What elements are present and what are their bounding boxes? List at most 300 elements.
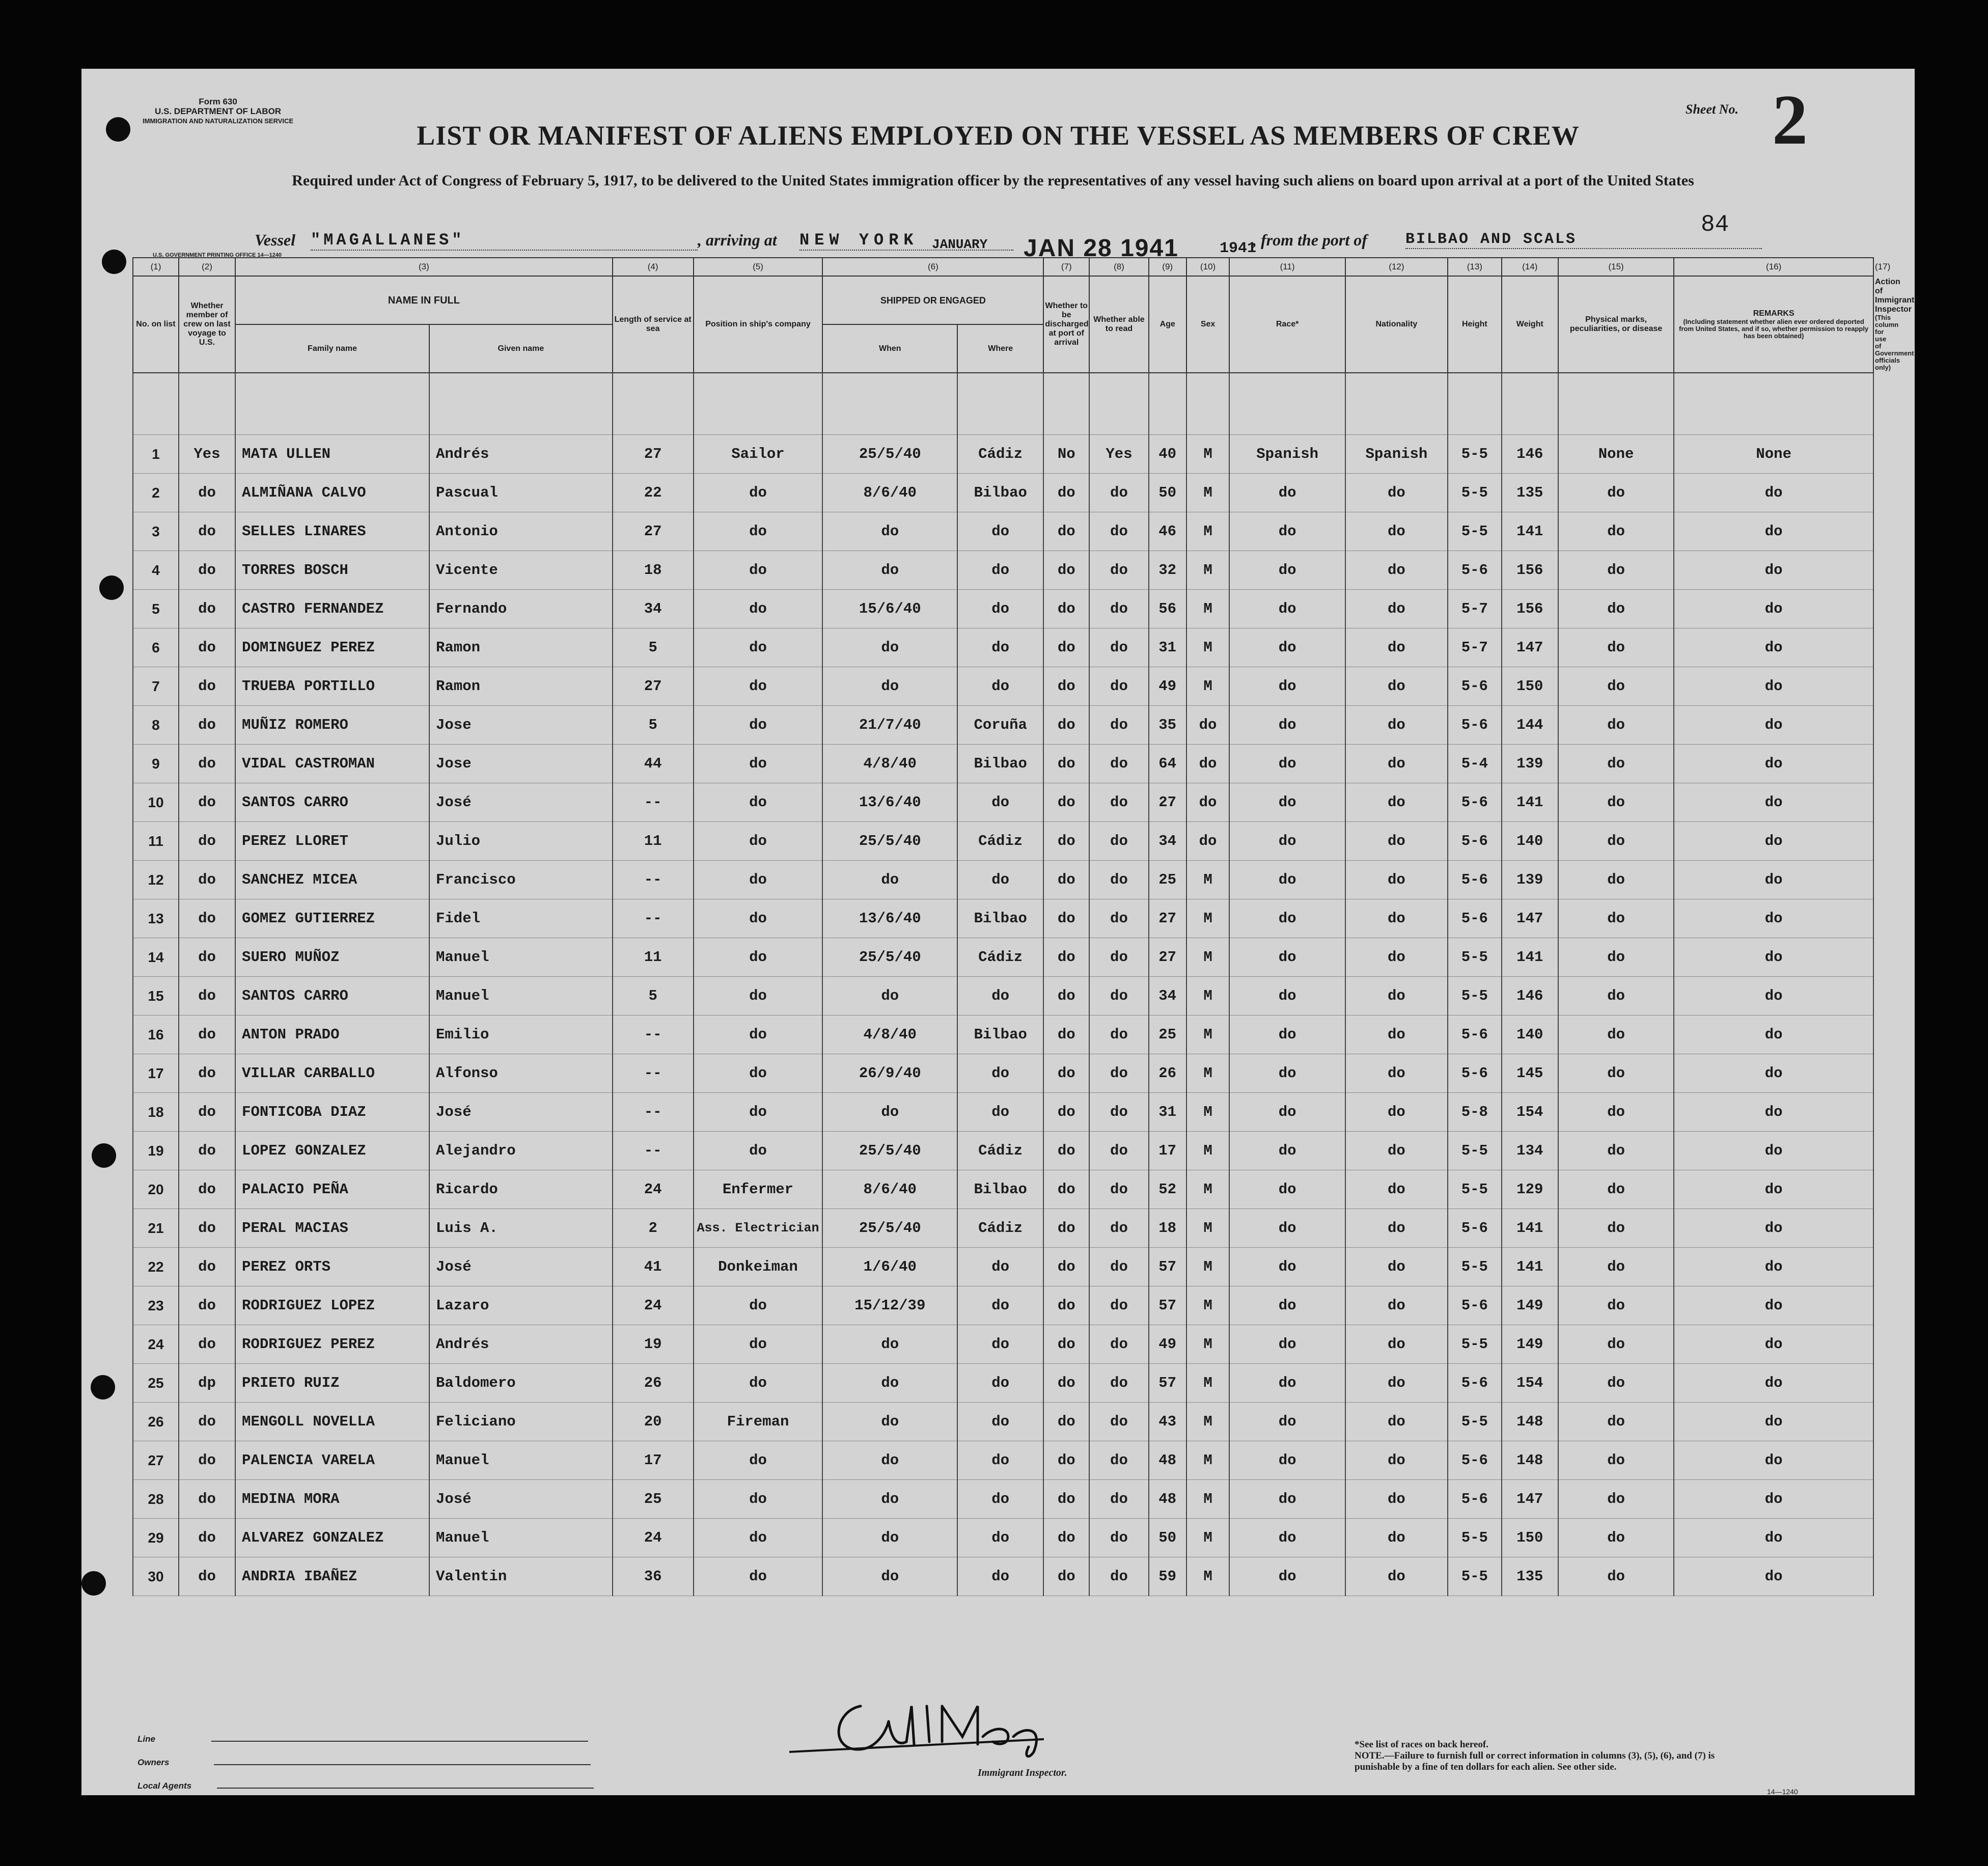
cell-weight: 144 — [1502, 706, 1558, 745]
cell-position: do — [694, 938, 823, 977]
cell-disch: do — [1043, 1441, 1089, 1480]
cell-sex: M — [1186, 899, 1230, 938]
cell-where: do — [957, 1441, 1043, 1480]
cell-remarks: do — [1674, 1093, 1873, 1132]
cell-marks: do — [1558, 667, 1674, 706]
cell-family: MEDINA MORA — [235, 1480, 429, 1519]
cell-marks: do — [1558, 1093, 1674, 1132]
cell-sex: M — [1186, 628, 1230, 667]
header-age: Age — [1149, 276, 1186, 373]
agents-blank — [217, 1788, 594, 1789]
crew-row — [133, 435, 1873, 474]
cell-position: do — [694, 977, 823, 1016]
cell-race: do — [1229, 1519, 1345, 1557]
cell-position: do — [694, 1286, 823, 1325]
cell-age: 27 — [1149, 899, 1186, 938]
cell-given: Alfonso — [429, 1054, 613, 1093]
cell-weight: 147 — [1502, 1480, 1558, 1519]
cell-age: 64 — [1149, 745, 1186, 783]
crew-row — [133, 745, 1873, 783]
cell-sex: M — [1186, 1132, 1230, 1170]
cell-when: 4/8/40 — [822, 1016, 957, 1054]
cell-nat: do — [1345, 1441, 1448, 1480]
header-nationality: Nationality — [1345, 276, 1448, 373]
cell-crew: do — [179, 1557, 235, 1596]
cell-race: do — [1229, 1557, 1345, 1596]
cell-marks: None — [1558, 435, 1674, 474]
cell-service: 25 — [613, 1480, 694, 1519]
cell-remarks: do — [1674, 861, 1873, 899]
cell-given: Vicente — [429, 551, 613, 590]
cell-marks: do — [1558, 861, 1674, 899]
cell-age: 32 — [1149, 551, 1186, 590]
cell-service: 5 — [613, 706, 694, 745]
binder-hole — [99, 575, 124, 600]
cell-sex: M — [1186, 667, 1230, 706]
cell-marks: do — [1558, 551, 1674, 590]
cell-given: Julio — [429, 822, 613, 861]
cell-family: MUÑIZ ROMERO — [235, 706, 429, 745]
cell-given: Andrés — [429, 1325, 613, 1364]
cell-disch: do — [1043, 551, 1089, 590]
race-note: *See list of races on back hereof. — [1355, 1739, 1488, 1750]
cell-disch: do — [1043, 1480, 1089, 1519]
cell-no: 9 — [133, 745, 179, 783]
date-stamp: JAN 28 1941 — [1024, 235, 1179, 262]
cell-no: 26 — [133, 1403, 179, 1441]
cell-where: do — [957, 1480, 1043, 1519]
remarks-title: REMARKS — [1753, 309, 1794, 318]
cell-when: 15/6/40 — [822, 590, 957, 628]
cell-height: 5-5 — [1448, 1557, 1502, 1596]
cell-family: ALVAREZ GONZALEZ — [235, 1519, 429, 1557]
cell-no: 5 — [133, 590, 179, 628]
cell-race: do — [1229, 512, 1345, 551]
cell-read: do — [1089, 783, 1148, 822]
cell-height: 5-5 — [1448, 474, 1502, 512]
cell-given: Jose — [429, 745, 613, 783]
col-num-6: (6) — [822, 258, 1043, 276]
cell-read: do — [1089, 1170, 1148, 1209]
cell-sex: M — [1186, 861, 1230, 899]
cell-disch: do — [1043, 861, 1089, 899]
printing-office-note: U.S. GOVERNMENT PRINTING OFFICE 14—1240 — [153, 252, 282, 258]
cell-weight: 149 — [1502, 1286, 1558, 1325]
cell-race: do — [1229, 628, 1345, 667]
line-blank — [211, 1741, 588, 1742]
cell-disch: do — [1043, 667, 1089, 706]
header-position: Position in ship's company — [694, 276, 823, 373]
cell-read: Yes — [1089, 435, 1148, 474]
cell-weight: 141 — [1502, 1209, 1558, 1248]
cell-position: do — [694, 1441, 823, 1480]
cell-position: do — [694, 551, 823, 590]
crew-row — [133, 1054, 1873, 1093]
cell-service: -- — [613, 783, 694, 822]
cell-age: 34 — [1149, 822, 1186, 861]
cell-given: Andrés — [429, 435, 613, 474]
cell-height: 5-5 — [1448, 977, 1502, 1016]
cell-crew: do — [179, 745, 235, 783]
cell-remarks: do — [1674, 783, 1873, 822]
cell-family: MATA ULLEN — [235, 435, 429, 474]
cell-crew: do — [179, 667, 235, 706]
cell-given: Pascual — [429, 474, 613, 512]
cell-service: 41 — [613, 1248, 694, 1286]
cell-marks: do — [1558, 474, 1674, 512]
cell-height: 5-6 — [1448, 783, 1502, 822]
cell-weight: 147 — [1502, 899, 1558, 938]
cell-crew: do — [179, 1132, 235, 1170]
cell-weight: 140 — [1502, 822, 1558, 861]
cell-weight: 154 — [1502, 1093, 1558, 1132]
header-race: Race* — [1229, 276, 1345, 373]
cell-when: 8/6/40 — [822, 1170, 957, 1209]
cell-read: do — [1089, 861, 1148, 899]
cell-nat: do — [1345, 861, 1448, 899]
cell-where: do — [957, 1093, 1043, 1132]
cell-height: 5-6 — [1448, 706, 1502, 745]
cell-age: 57 — [1149, 1286, 1186, 1325]
cell-given: Ramon — [429, 667, 613, 706]
cell-race: do — [1229, 1209, 1345, 1248]
cell-no: 6 — [133, 628, 179, 667]
cell-height: 5-6 — [1448, 899, 1502, 938]
cell-no: 1 — [133, 435, 179, 474]
cell-marks: do — [1558, 1519, 1674, 1557]
crew-row — [133, 1403, 1873, 1441]
page-number: 84 — [1701, 211, 1729, 238]
col-num-4: (4) — [613, 258, 694, 276]
crew-rows — [133, 373, 1873, 1596]
header-remarks — [1674, 276, 1873, 373]
cell-age: 31 — [1149, 1093, 1186, 1132]
cell-age: 35 — [1149, 706, 1186, 745]
cell-read: do — [1089, 590, 1148, 628]
cell-race: do — [1229, 938, 1345, 977]
cell-no: 7 — [133, 667, 179, 706]
cell-position: Ass. Electrician — [694, 1209, 823, 1248]
cell-where: Cádiz — [957, 822, 1043, 861]
cell-nat: do — [1345, 745, 1448, 783]
cell-where: do — [957, 1248, 1043, 1286]
cell-crew: do — [179, 590, 235, 628]
cell-remarks: do — [1674, 1403, 1873, 1441]
cell-read: do — [1089, 938, 1148, 977]
cell-disch: do — [1043, 1132, 1089, 1170]
crew-row — [133, 1209, 1873, 1248]
cell-marks: do — [1558, 822, 1674, 861]
cell-service: 36 — [613, 1557, 694, 1596]
cell-read: do — [1089, 1441, 1148, 1480]
cell-no: 10 — [133, 783, 179, 822]
column-header-row: No. on list Whether member of crew on last voyage to U.S. NAME IN FULL Length of service at sea Position in ship's company SHIPPED OR ENGAGED Whether to be discharged at port of arrival Whether able to read Age Sex Race* Nationality Height Weight Physical marks, peculiarities, or disease REMARKS (Including statement whether alien ever ordered deported from United States, and if so, whether permission to reapply has been obtained) Action of Immigrant Inspector (This column for use of Government officials only) — [133, 276, 1873, 324]
cell-remarks: do — [1674, 1132, 1873, 1170]
col-num-9: (9) — [1149, 258, 1186, 276]
cell-disch: do — [1043, 1557, 1089, 1596]
cell-marks: do — [1558, 628, 1674, 667]
cell-remarks: do — [1674, 899, 1873, 938]
cell-crew: do — [179, 977, 235, 1016]
cell-height: 5-7 — [1448, 628, 1502, 667]
cell-read: do — [1089, 1209, 1148, 1248]
cell-nat: do — [1345, 706, 1448, 745]
cell-where: Bilbao — [957, 745, 1043, 783]
agents-label: Local Agents — [137, 1781, 192, 1791]
cell-when: 1/6/40 — [822, 1248, 957, 1286]
cell-nat: do — [1345, 628, 1448, 667]
document-title: LIST OR MANIFEST OF ALIENS EMPLOYED ON THE VESSEL AS MEMBERS OF CREW — [417, 120, 1580, 151]
cell-sex: M — [1186, 1480, 1230, 1519]
cell-marks: do — [1558, 745, 1674, 783]
cell-disch: do — [1043, 628, 1089, 667]
cell-no: 16 — [133, 1016, 179, 1054]
cell-when: do — [822, 1093, 957, 1132]
cell-remarks: do — [1674, 1286, 1873, 1325]
cell-race: do — [1229, 783, 1345, 822]
cell-remarks: do — [1674, 1170, 1873, 1209]
cell-no: 23 — [133, 1286, 179, 1325]
cell-no: 13 — [133, 899, 179, 938]
cell-disch: do — [1043, 745, 1089, 783]
crew-row — [133, 551, 1873, 590]
cell-service: 18 — [613, 551, 694, 590]
cell-weight: 148 — [1502, 1403, 1558, 1441]
cell-crew: do — [179, 783, 235, 822]
cell-no: 27 — [133, 1441, 179, 1480]
cell-marks: do — [1558, 590, 1674, 628]
cell-marks: do — [1558, 1054, 1674, 1093]
binder-hole — [81, 1571, 106, 1596]
cell-nat: do — [1345, 1170, 1448, 1209]
cell-read: do — [1089, 977, 1148, 1016]
cell-crew: do — [179, 1054, 235, 1093]
line-label: Line — [137, 1734, 155, 1744]
cell-nat: do — [1345, 1093, 1448, 1132]
cell-height: 5-8 — [1448, 1093, 1502, 1132]
cell-position: do — [694, 783, 823, 822]
cell-age: 56 — [1149, 590, 1186, 628]
cell-no: 2 — [133, 474, 179, 512]
cell-where: do — [957, 551, 1043, 590]
header-when: When — [822, 324, 957, 373]
cell-height: 5-5 — [1448, 512, 1502, 551]
cell-family: SANTOS CARRO — [235, 783, 429, 822]
cell-given: Manuel — [429, 938, 613, 977]
cell-remarks: do — [1674, 1325, 1873, 1364]
cell-sex: M — [1186, 551, 1230, 590]
cell-family: RODRIGUEZ PEREZ — [235, 1325, 429, 1364]
cell-read: do — [1089, 1557, 1148, 1596]
cell-given: Baldomero — [429, 1364, 613, 1403]
binder-hole — [102, 250, 126, 274]
cell-when: do — [822, 1557, 957, 1596]
cell-age: 57 — [1149, 1248, 1186, 1286]
col-num-8: (8) — [1089, 258, 1148, 276]
cell-age: 31 — [1149, 628, 1186, 667]
cell-read: do — [1089, 628, 1148, 667]
cell-read: do — [1089, 1286, 1148, 1325]
cell-nat: do — [1345, 1054, 1448, 1093]
cell-read: do — [1089, 706, 1148, 745]
cell-where: do — [957, 667, 1043, 706]
cell-when: do — [822, 1519, 957, 1557]
cell-sex: M — [1186, 1325, 1230, 1364]
cell-no: 14 — [133, 938, 179, 977]
cell-sex: M — [1186, 1170, 1230, 1209]
cell-nat: do — [1345, 783, 1448, 822]
header-weight: Weight — [1502, 276, 1558, 373]
cell-nat: do — [1345, 822, 1448, 861]
cell-nat: do — [1345, 1209, 1448, 1248]
cell-nat: do — [1345, 512, 1448, 551]
cell-position: do — [694, 1557, 823, 1596]
cell-where: do — [957, 1403, 1043, 1441]
cell-where: Bilbao — [957, 899, 1043, 938]
cell-remarks: do — [1674, 1248, 1873, 1286]
cell-family: PRIETO RUIZ — [235, 1364, 429, 1403]
cell-where: Coruña — [957, 706, 1043, 745]
cell-crew: do — [179, 512, 235, 551]
cell-disch: do — [1043, 977, 1089, 1016]
cell-given: Feliciano — [429, 1403, 613, 1441]
cell-when: 13/6/40 — [822, 783, 957, 822]
cell-where: do — [957, 628, 1043, 667]
crew-row — [133, 1441, 1873, 1480]
document-subtitle: Required under Act of Congress of February 5, 1917, to be delivered to the United States immigration officer by the representatives of any vessel having such aliens on board upon arrival at a port of the United States — [292, 172, 1694, 189]
cell-position: do — [694, 474, 823, 512]
cell-nat: do — [1345, 1016, 1448, 1054]
department-name: U.S. DEPARTMENT OF LABOR — [155, 106, 282, 116]
cell-when: 25/5/40 — [822, 822, 957, 861]
arrival-month: JANUARY — [932, 237, 988, 252]
cell-remarks: None — [1674, 435, 1873, 474]
cell-no: 12 — [133, 861, 179, 899]
cell-weight: 139 — [1502, 745, 1558, 783]
cell-no: 19 — [133, 1132, 179, 1170]
cell-when: 26/9/40 — [822, 1054, 957, 1093]
cell-crew: do — [179, 938, 235, 977]
cell-where: do — [957, 1325, 1043, 1364]
cell-position: do — [694, 899, 823, 938]
cell-nat: do — [1345, 667, 1448, 706]
cell-height: 5-6 — [1448, 551, 1502, 590]
cell-given: Antonio — [429, 512, 613, 551]
cell-position: do — [694, 745, 823, 783]
cell-service: 5 — [613, 628, 694, 667]
col-num-11: (11) — [1229, 258, 1345, 276]
col-num-12: (12) — [1345, 258, 1448, 276]
col-num-16: (16) — [1674, 258, 1873, 276]
cell-given: Manuel — [429, 1519, 613, 1557]
cell-service: -- — [613, 861, 694, 899]
cell-position: do — [694, 1132, 823, 1170]
cell-marks: do — [1558, 1480, 1674, 1519]
cell-no: 3 — [133, 512, 179, 551]
cell-weight: 156 — [1502, 590, 1558, 628]
cell-remarks: do — [1674, 551, 1873, 590]
cell-no: 20 — [133, 1170, 179, 1209]
cell-disch: do — [1043, 706, 1089, 745]
cell-marks: do — [1558, 977, 1674, 1016]
owners-blank — [214, 1764, 591, 1765]
cell-family: PERAL MACIAS — [235, 1209, 429, 1248]
cell-nat: do — [1345, 1248, 1448, 1286]
cell-no: 15 — [133, 977, 179, 1016]
arrival-port: NEW YORK — [799, 231, 1013, 251]
cell-nat: do — [1345, 1132, 1448, 1170]
cell-remarks: do — [1674, 590, 1873, 628]
cell-sex: M — [1186, 1441, 1230, 1480]
col-num-2: (2) — [179, 258, 235, 276]
cell-crew: do — [179, 551, 235, 590]
cell-given: José — [429, 1248, 613, 1286]
cell-disch: do — [1043, 1519, 1089, 1557]
cell-where: do — [957, 1364, 1043, 1403]
cell-sex: M — [1186, 1557, 1230, 1596]
cell-marks: do — [1558, 706, 1674, 745]
crew-row — [133, 1132, 1873, 1170]
cell-race: do — [1229, 1364, 1345, 1403]
cell-marks: do — [1558, 783, 1674, 822]
cell-race: do — [1229, 1403, 1345, 1441]
cell-sex: M — [1186, 474, 1230, 512]
cell-when: 25/5/40 — [822, 435, 957, 474]
cell-position: do — [694, 512, 823, 551]
cell-family: MENGOLL NOVELLA — [235, 1403, 429, 1441]
cell-disch: do — [1043, 1325, 1089, 1364]
cell-race: do — [1229, 1441, 1345, 1480]
cell-height: 5-5 — [1448, 1132, 1502, 1170]
cell-disch: do — [1043, 1209, 1089, 1248]
cell-height: 5-5 — [1448, 1325, 1502, 1364]
cell-height: 5-6 — [1448, 1286, 1502, 1325]
cell-when: do — [822, 977, 957, 1016]
cell-weight: 141 — [1502, 783, 1558, 822]
crew-row — [133, 1093, 1873, 1132]
cell-no: 11 — [133, 822, 179, 861]
cell-height: 5-6 — [1448, 1480, 1502, 1519]
cell-marks: do — [1558, 938, 1674, 977]
cell-weight: 148 — [1502, 1441, 1558, 1480]
departure-port: BILBAO AND SCALS — [1405, 231, 1762, 249]
cell-family: VIDAL CASTROMAN — [235, 745, 429, 783]
cell-read: do — [1089, 822, 1148, 861]
cell-given: Emilio — [429, 1016, 613, 1054]
cell-no: 21 — [133, 1209, 179, 1248]
cell-remarks: do — [1674, 745, 1873, 783]
cell-position: do — [694, 1364, 823, 1403]
crew-table-container — [132, 257, 1915, 1596]
cell-nat: do — [1345, 1557, 1448, 1596]
cell-where: do — [957, 861, 1043, 899]
cell-service: 20 — [613, 1403, 694, 1441]
cell-service: 24 — [613, 1519, 694, 1557]
cell-when: do — [822, 1441, 957, 1480]
cell-height: 5-6 — [1448, 1364, 1502, 1403]
cell-remarks: do — [1674, 512, 1873, 551]
cell-sex: do — [1186, 783, 1230, 822]
cell-where: Cádiz — [957, 435, 1043, 474]
cell-weight: 149 — [1502, 1325, 1558, 1364]
crew-row — [133, 938, 1873, 977]
cell-sex: M — [1186, 1016, 1230, 1054]
header-name-in-full: NAME IN FULL — [235, 276, 613, 324]
cell-disch: do — [1043, 474, 1089, 512]
cell-position: do — [694, 822, 823, 861]
cell-sex: M — [1186, 1248, 1230, 1286]
cell-age: 26 — [1149, 1054, 1186, 1093]
